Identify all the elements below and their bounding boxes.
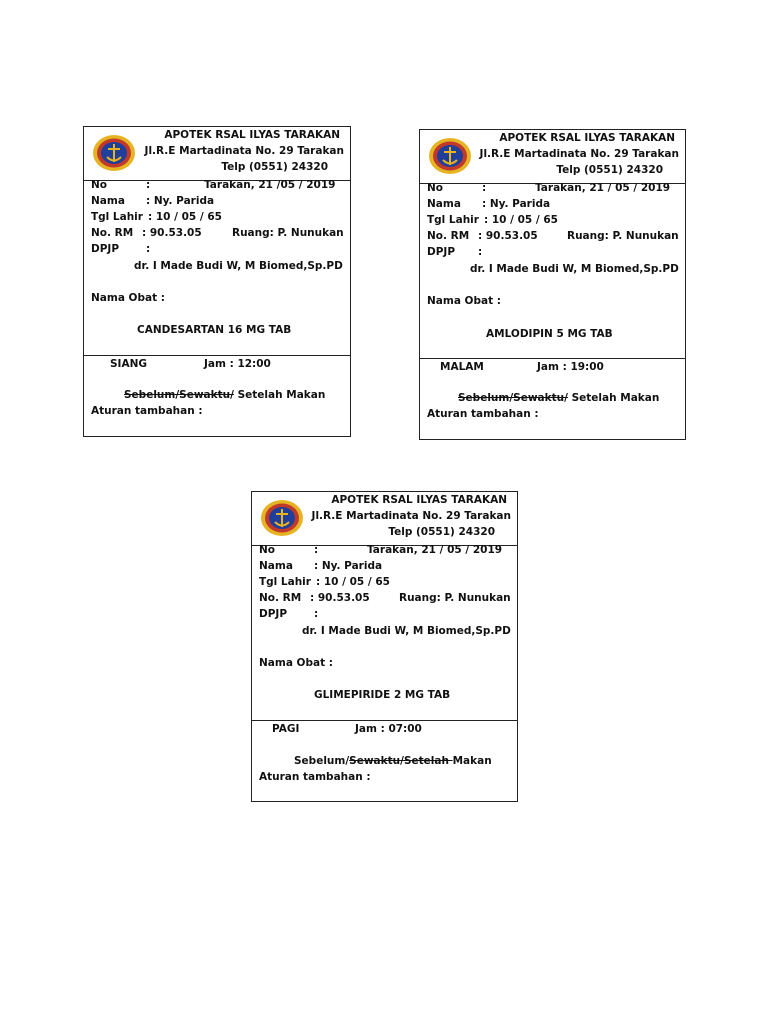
aturan-tambahan: Aturan tambahan :: [91, 405, 203, 417]
meal-instruction: [124, 389, 325, 401]
divider: [252, 720, 517, 721]
dpjp-colon: :: [146, 243, 151, 255]
doctor-name: dr. I Made Budi W, M Biomed,Sp.PD: [134, 260, 343, 272]
ruang: Ruang: P. Nunukan: [567, 230, 679, 242]
prescription-label-2: [419, 129, 686, 440]
time-value: Jam : 12:00: [204, 358, 271, 370]
label-header: [84, 127, 350, 181]
pharmacy-address: Jl.R.E Martadinata No. 29 Tarakan: [311, 510, 511, 522]
aturan-tambahan: Aturan tambahan :: [427, 408, 539, 420]
ruang: Ruang: P. Nunukan: [232, 227, 344, 239]
dpjp-colon: :: [314, 608, 319, 620]
no-colon: :: [146, 179, 151, 191]
dpjp-label: DPJP: [91, 243, 120, 255]
aturan-tambahan: Aturan tambahan :: [259, 771, 371, 783]
divider: [420, 358, 685, 359]
no-label: No: [427, 182, 444, 194]
nama-label: Nama: [427, 198, 461, 210]
no-label: No: [259, 544, 276, 556]
hospital-logo-icon: [428, 136, 472, 176]
tgl-lahir-label: Tgl Lahir: [427, 214, 479, 226]
pharmacy-name: APOTEK RSAL ILYAS TARAKAN: [499, 132, 675, 144]
no-label: No: [91, 179, 108, 191]
doctor-name: dr. I Made Budi W, M Biomed,Sp.PD: [470, 263, 679, 275]
rm-label: No. RM: [427, 230, 470, 242]
tgl-lahir-label: Tgl Lahir: [91, 211, 143, 223]
nama-obat-label: Nama Obat :: [91, 292, 165, 304]
drug-name: AMLODIPIN 5 MG TAB: [486, 328, 613, 340]
meal-struck: Sewaktu/Setelah: [349, 755, 453, 767]
no-colon: :: [482, 182, 487, 194]
meal-struck: Sebelum/Sewaktu/: [458, 392, 568, 404]
rm-value: : 90.53.05: [478, 230, 538, 242]
meal-plain: Makan: [452, 755, 492, 767]
date: Tarakan, 21 /05 / 2019: [204, 179, 336, 191]
pharmacy-phone: Telp (0551) 24320: [221, 161, 328, 173]
label-header: [252, 492, 517, 546]
prescription-label-3: [251, 491, 518, 802]
time-name: MALAM: [440, 361, 484, 373]
meal-instruction: [458, 392, 659, 404]
nama-label: Nama: [91, 195, 125, 207]
nama-obat-label: Nama Obat :: [259, 657, 333, 669]
tgl-lahir-value: : 10 / 05 / 65: [148, 211, 222, 223]
dpjp-colon: :: [478, 246, 483, 258]
pharmacy-phone: Telp (0551) 24320: [388, 526, 495, 538]
pharmacy-address: Jl.R.E Martadinata No. 29 Tarakan: [479, 148, 679, 160]
ruang: Ruang: P. Nunukan: [399, 592, 511, 604]
nama-value: : Ny. Parida: [482, 198, 551, 210]
pharmacy-address: Jl.R.E Martadinata No. 29 Tarakan: [144, 145, 344, 157]
tgl-lahir-label: Tgl Lahir: [259, 576, 311, 588]
meal-struck: Sebelum/Sewaktu/: [124, 389, 234, 401]
date: Tarakan, 21 / 05 / 2019: [535, 182, 671, 194]
meal-instruction: [294, 755, 492, 767]
pharmacy-phone: Telp (0551) 24320: [556, 164, 663, 176]
hospital-logo-icon: [92, 133, 136, 173]
meal-plain: Setelah Makan: [567, 392, 660, 404]
nama-value: : Ny. Parida: [146, 195, 215, 207]
rm-value: : 90.53.05: [310, 592, 370, 604]
doctor-name: dr. I Made Budi W, M Biomed,Sp.PD: [302, 625, 511, 637]
time-value: Jam : 07:00: [355, 723, 422, 735]
nama-value: : Ny. Parida: [314, 560, 383, 572]
rm-label: No. RM: [259, 592, 302, 604]
date: Tarakan, 21 / 05 / 2019: [367, 544, 503, 556]
tgl-lahir-value: : 10 / 05 / 65: [484, 214, 558, 226]
tgl-lahir-value: : 10 / 05 / 65: [316, 576, 390, 588]
rm-value: : 90.53.05: [142, 227, 202, 239]
pharmacy-name: APOTEK RSAL ILYAS TARAKAN: [331, 494, 507, 506]
time-name: SIANG: [110, 358, 148, 370]
time-value: Jam : 19:00: [537, 361, 604, 373]
dpjp-label: DPJP: [427, 246, 456, 258]
meal-plain-first: Sebelum/: [294, 755, 350, 767]
prescription-label-1: [83, 126, 351, 437]
time-name: PAGI: [272, 723, 300, 735]
hospital-logo-icon: [260, 498, 304, 538]
nama-label: Nama: [259, 560, 293, 572]
meal-plain: Setelah Makan: [233, 389, 326, 401]
divider: [84, 355, 350, 356]
drug-name: GLIMEPIRIDE 2 MG TAB: [314, 689, 451, 701]
nama-obat-label: Nama Obat :: [427, 295, 501, 307]
rm-label: No. RM: [91, 227, 134, 239]
no-colon: :: [314, 544, 319, 556]
dpjp-label: DPJP: [259, 608, 288, 620]
pharmacy-name: APOTEK RSAL ILYAS TARAKAN: [164, 129, 340, 141]
label-header: [420, 130, 685, 184]
drug-name: CANDESARTAN 16 MG TAB: [137, 324, 292, 336]
